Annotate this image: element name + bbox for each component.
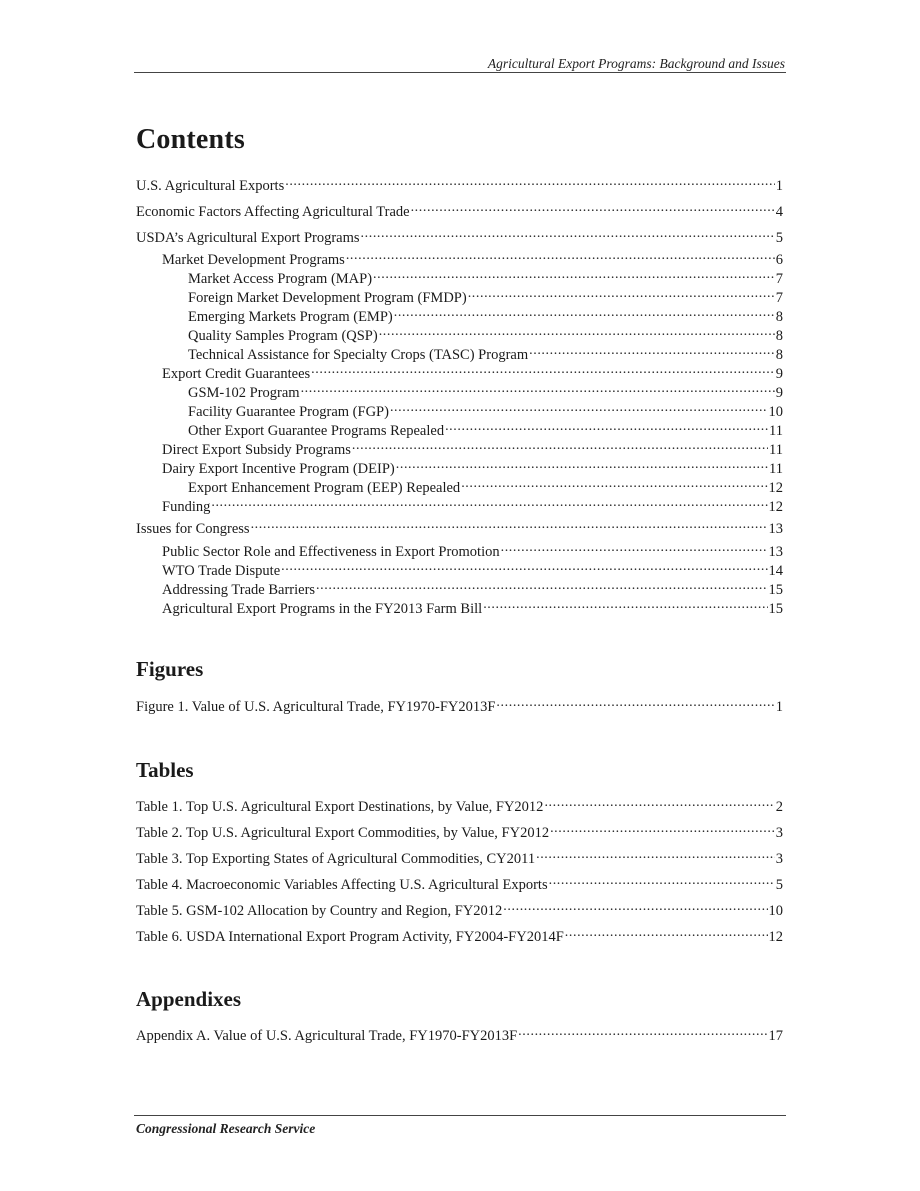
toc-entry[interactable] xyxy=(136,269,783,288)
toc-entry[interactable] xyxy=(136,697,783,716)
toc-entry-page: 8 xyxy=(775,328,783,344)
toc-entry-page: 13 xyxy=(768,521,783,537)
dot-leader xyxy=(501,542,768,556)
toc-entry-title: GSM-102 Program xyxy=(188,385,300,401)
dot-leader xyxy=(346,250,775,264)
toc-entry-title: Figure 1. Value of U.S. Agricultural Trade, FY1970-FY2013F xyxy=(136,699,496,715)
toc-entry-title: Table 3. Top Exporting States of Agricultural Commodities, CY2011 xyxy=(136,851,536,867)
dot-leader xyxy=(483,599,767,613)
toc-entry-title: Economic Factors Affecting Agricultural Trade xyxy=(136,204,410,220)
toc-entry-page: 5 xyxy=(775,877,783,893)
toc-entry[interactable] xyxy=(136,459,783,478)
toc-entry-title: Table 6. USDA International Export Program Activity, FY2004-FY2014F xyxy=(136,929,564,945)
toc-entry[interactable] xyxy=(136,288,783,307)
toc-entry-title: Dairy Export Incentive Program (DEIP) xyxy=(162,461,395,477)
toc-entry-page: 10 xyxy=(768,903,783,919)
toc-entry-page: 15 xyxy=(768,582,783,598)
dot-leader xyxy=(251,519,768,533)
toc-entry-page: 8 xyxy=(775,347,783,363)
toc-entry-title: Agricultural Export Programs in the FY2013 Farm Bill xyxy=(162,601,483,617)
toc-entry-title: Market Access Program (MAP) xyxy=(188,271,373,287)
dot-leader xyxy=(373,269,775,283)
appendixes-heading: Appendixes xyxy=(136,987,242,1011)
toc-entry[interactable] xyxy=(136,542,783,561)
toc-entry-title: Market Development Programs xyxy=(162,252,345,268)
dot-leader xyxy=(544,797,774,811)
toc-entry-page: 11 xyxy=(769,442,783,458)
dot-leader xyxy=(411,202,775,216)
toc-entry[interactable] xyxy=(136,383,783,402)
toc-entry-title: Facility Guarantee Program (FGP) xyxy=(188,404,389,420)
toc-entry-page: 13 xyxy=(768,544,783,560)
toc-entry-page: 9 xyxy=(775,366,783,382)
contents-heading: Contents xyxy=(136,124,245,155)
toc-entry[interactable] xyxy=(136,849,783,868)
dot-leader xyxy=(496,697,774,711)
toc-entry[interactable] xyxy=(136,519,783,538)
toc-entry[interactable] xyxy=(136,421,783,440)
toc-entry[interactable] xyxy=(136,599,783,618)
running-header: Agricultural Export Programs: Background and Issues xyxy=(487,56,785,71)
dot-leader xyxy=(311,364,775,378)
dot-leader xyxy=(461,478,767,492)
toc-entry-page: 3 xyxy=(775,825,783,841)
dot-leader xyxy=(285,176,775,190)
toc-entry-title: Appendix A. Value of U.S. Agricultural Trade, FY1970-FY2013F xyxy=(136,1028,518,1044)
toc-entry[interactable] xyxy=(136,176,783,195)
toc-entry-title: Table 4. Macroeconomic Variables Affecting U.S. Agricultural Exports xyxy=(136,877,548,893)
toc-entry[interactable] xyxy=(136,875,783,894)
toc-entry[interactable] xyxy=(136,823,783,842)
toc-entry-page: 1 xyxy=(775,178,783,194)
toc-entry-page: 10 xyxy=(768,404,783,420)
dot-leader xyxy=(390,402,768,416)
figures-heading: Figures xyxy=(136,657,204,681)
dot-leader xyxy=(503,901,767,915)
dot-leader xyxy=(529,345,775,359)
toc-entry-title: Addressing Trade Barriers xyxy=(162,582,316,598)
dot-leader xyxy=(301,383,775,397)
dot-leader xyxy=(396,459,768,473)
dot-leader xyxy=(361,228,775,242)
toc-entry-page: 11 xyxy=(769,461,783,477)
toc-entry-page: 12 xyxy=(768,499,783,515)
toc-entry[interactable] xyxy=(136,345,783,364)
tables-heading: Tables xyxy=(136,758,194,782)
toc-entry-title: Direct Export Subsidy Programs xyxy=(162,442,351,458)
toc-entry-title: Table 5. GSM-102 Allocation by Country and Region, FY2012 xyxy=(136,903,503,919)
toc-entry[interactable] xyxy=(136,497,783,516)
toc-entry[interactable] xyxy=(136,797,783,816)
toc-entry-title: Table 2. Top U.S. Agricultural Export Commodities, by Value, FY2012 xyxy=(136,825,550,841)
toc-entry-page: 17 xyxy=(768,1028,783,1044)
toc-entry[interactable] xyxy=(136,901,783,920)
toc-entry-title: Table 1. Top U.S. Agricultural Export Destinations, by Value, FY2012 xyxy=(136,799,544,815)
toc-entry-title: Issues for Congress xyxy=(136,521,250,537)
toc-entry-title: Public Sector Role and Effectiveness in Export Promotion xyxy=(162,544,500,560)
toc-entry[interactable] xyxy=(136,202,783,221)
toc-entry-page: 5 xyxy=(775,230,783,246)
toc-entry-page: 14 xyxy=(768,563,783,579)
toc-entry[interactable] xyxy=(136,440,783,459)
running-footer: Congressional Research Service xyxy=(136,1121,316,1136)
toc-entry-title: U.S. Agricultural Exports xyxy=(136,178,285,194)
header-rule xyxy=(134,72,786,73)
toc-entry-title: Funding xyxy=(162,499,211,515)
toc-entry-title: WTO Trade Dispute xyxy=(162,563,281,579)
toc-entry[interactable] xyxy=(136,402,783,421)
toc-entry-title: Foreign Market Development Program (FMDP) xyxy=(188,290,467,306)
dot-leader xyxy=(394,307,775,321)
toc-entry-page: 1 xyxy=(775,699,783,715)
toc-entry[interactable] xyxy=(136,1026,783,1045)
toc-entry[interactable] xyxy=(136,326,783,345)
toc-entry[interactable] xyxy=(136,478,783,497)
toc-entry-page: 15 xyxy=(768,601,783,617)
toc-entry-page: 4 xyxy=(775,204,783,220)
toc-entry-page: 7 xyxy=(775,271,783,287)
toc-entry-page: 8 xyxy=(775,309,783,325)
toc-entry[interactable] xyxy=(136,927,783,946)
toc-entry-page: 12 xyxy=(768,480,783,496)
footer-rule xyxy=(134,1115,786,1116)
toc-entry-page: 11 xyxy=(769,423,783,439)
toc-entry-page: 6 xyxy=(775,252,783,268)
dot-leader xyxy=(281,561,767,575)
toc-entry[interactable] xyxy=(136,561,783,580)
toc-entry-title: Quality Samples Program (QSP) xyxy=(188,328,378,344)
toc-entry[interactable] xyxy=(136,580,783,599)
dot-leader xyxy=(518,1026,767,1040)
dot-leader xyxy=(352,440,768,454)
toc-entry-page: 7 xyxy=(775,290,783,306)
toc-entry-title: USDA’s Agricultural Export Programs xyxy=(136,230,360,246)
dot-leader xyxy=(536,849,775,863)
dot-leader xyxy=(549,875,775,889)
dot-leader xyxy=(316,580,767,594)
dot-leader xyxy=(565,927,768,941)
toc-entry-title: Technical Assistance for Specialty Crops (TASC) Program xyxy=(188,347,529,363)
toc-entry-page: 12 xyxy=(768,929,783,945)
toc-entry[interactable] xyxy=(136,364,783,383)
toc-entry-page: 9 xyxy=(775,385,783,401)
toc-entry-title: Emerging Markets Program (EMP) xyxy=(188,309,393,325)
toc-entry-title: Export Enhancement Program (EEP) Repealed xyxy=(188,480,461,496)
toc-entry-page: 2 xyxy=(775,799,783,815)
dot-leader xyxy=(445,421,768,435)
toc-entry[interactable] xyxy=(136,228,783,247)
toc-entry[interactable] xyxy=(136,250,783,269)
dot-leader xyxy=(211,497,767,511)
dot-leader xyxy=(379,326,775,340)
dot-leader xyxy=(550,823,775,837)
dot-leader xyxy=(468,288,775,302)
toc-entry[interactable] xyxy=(136,307,783,326)
toc-entry-page: 3 xyxy=(775,851,783,867)
toc-entry-title: Other Export Guarantee Programs Repealed xyxy=(188,423,445,439)
toc-entry-title: Export Credit Guarantees xyxy=(162,366,311,382)
